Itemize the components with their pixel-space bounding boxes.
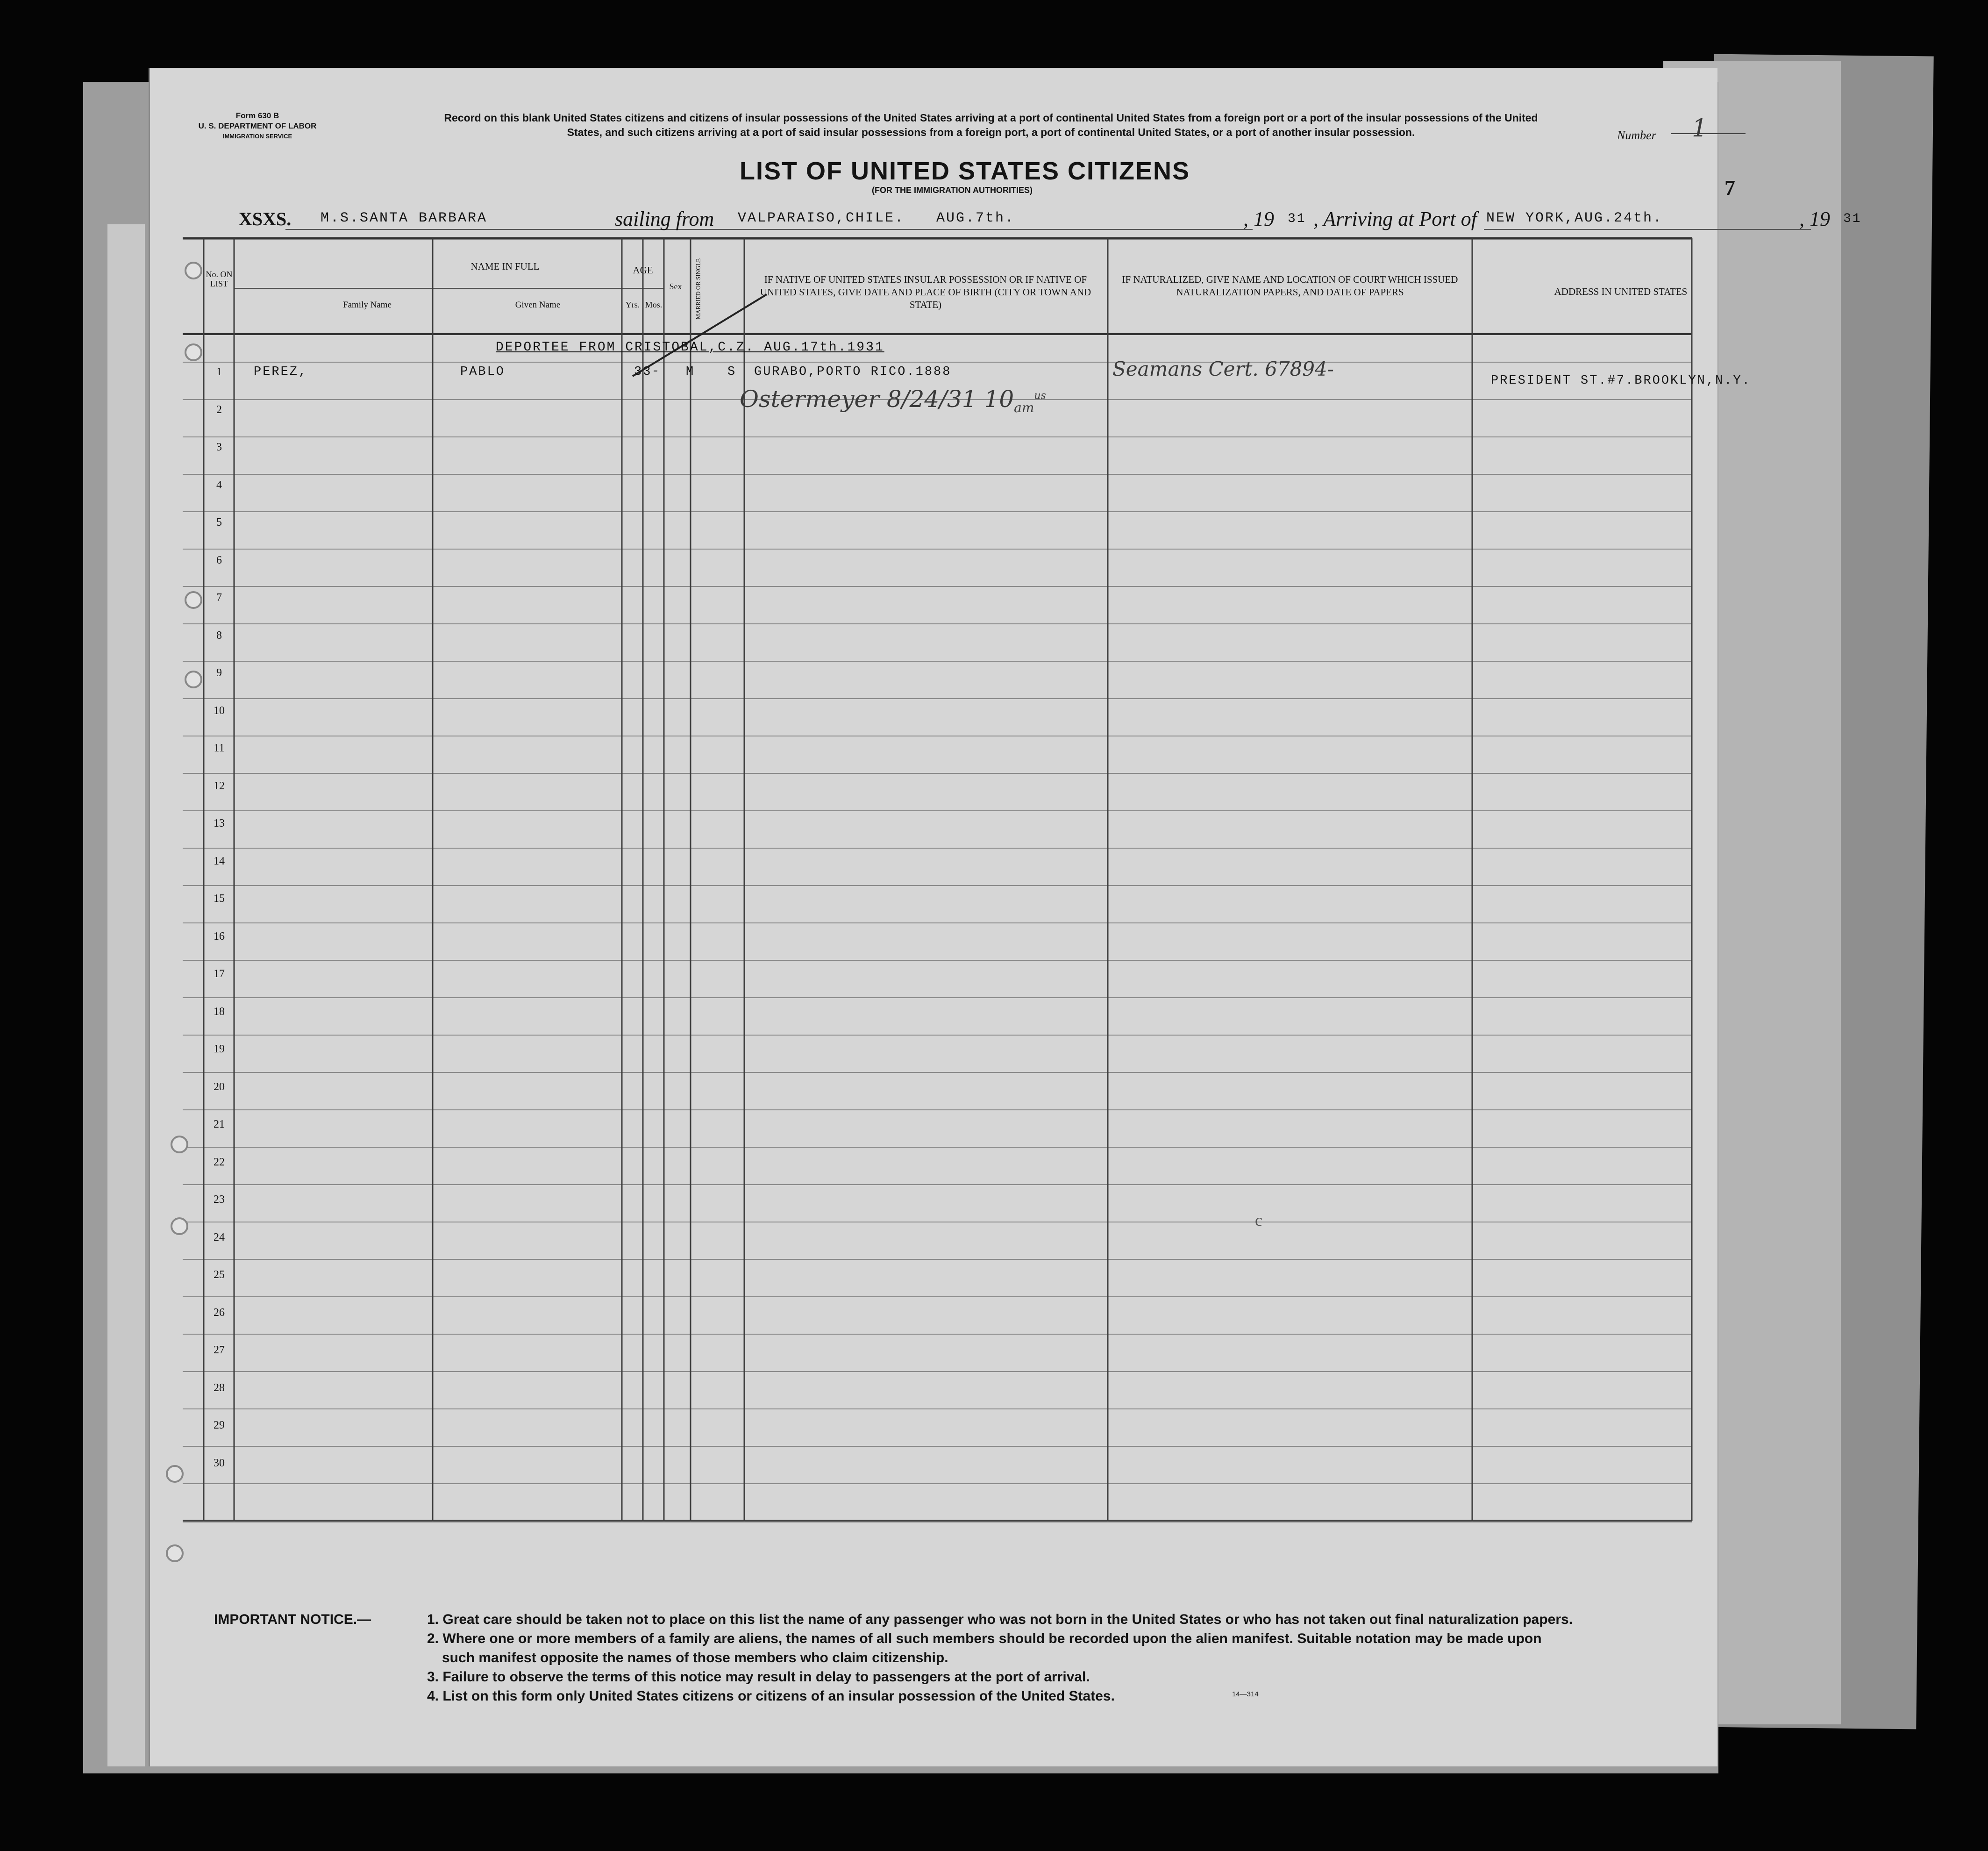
underlying-page-edge [107, 224, 145, 1766]
row-number: 7 [216, 592, 222, 604]
col-header-age: AGE [633, 264, 653, 276]
arrival-year-prefix: , 19 [1799, 207, 1830, 230]
col-header-family-name: Family Name [343, 300, 392, 310]
binding-hole [171, 1217, 188, 1235]
form-number: Form 630 B [235, 111, 279, 120]
row-number: 28 [214, 1381, 225, 1394]
address-cell: PRESIDENT ST.#7.BROOKLYN,N.Y. [1491, 374, 1751, 388]
service-name: IMMIGRATION SERVICE [222, 133, 292, 140]
row-number: 5 [216, 516, 222, 529]
row-number: 22 [214, 1156, 225, 1168]
binding-hole [185, 671, 202, 688]
row-number: 9 [216, 667, 222, 679]
row-number: 17 [214, 968, 225, 980]
annotation-text: Ostermeyer 8/24/31 10 [740, 386, 1014, 413]
row-number: 19 [214, 1043, 225, 1055]
row-number: 11 [214, 742, 225, 754]
row-number: 15 [214, 893, 225, 905]
row-number: 6 [216, 554, 222, 566]
col-header-yrs: Yrs. [625, 300, 640, 309]
arriving-label: , Arriving at Port of [1313, 207, 1477, 230]
col-header-name-in-full: NAME IN FULL [470, 261, 540, 272]
row-number: 3 [216, 441, 222, 453]
form-instructions: Record on this blank United States citizens and citizens of insular possessions of the United States arriving at a port of continental United States from a foreign port or a port of the insular possessions of the United States, and such citizens arriving at a port of said insular possessions from a foreign port, a port of continental United States, or a port of another insular possession. [444, 112, 1538, 138]
department-name: U. S. DEPARTMENT OF LABOR [198, 121, 317, 130]
row-number: 27 [214, 1344, 225, 1356]
col-header-address: ADDRESS IN UNITED STATES [1554, 286, 1688, 297]
stray-mark: c [1255, 1211, 1262, 1229]
row-number: 1 [216, 366, 222, 378]
birth-cell: GURABO,PORTO RICO.1888 [754, 365, 952, 379]
age-months-cell: - [653, 362, 658, 379]
depart-year-prefix: , 19 [1243, 207, 1274, 230]
depart-year-suffix: 31 [1288, 212, 1306, 226]
table-grid [150, 68, 1717, 1766]
binding-hole [166, 1465, 184, 1483]
row-number: 26 [214, 1306, 225, 1319]
handwritten-annotation [740, 386, 1046, 415]
form-print-code: 14—314 [1232, 1690, 1259, 1698]
row-number: 8 [216, 629, 222, 642]
row-number: 13 [214, 817, 225, 829]
binding-hole [166, 1544, 184, 1562]
row-number: 23 [214, 1194, 225, 1206]
col-header-naturalized: IF NATURALIZED, GIVE NAME AND LOCATION OF COURT WHICH ISSUED NATURALIZATION PAPERS, AND DATE OF PAPERS [1122, 274, 1458, 298]
col-header-married: MARRIED OR SINGLE [694, 258, 702, 320]
row-number: 10 [214, 704, 225, 717]
col-header-sex: Sex [669, 282, 682, 291]
manifest-page [149, 68, 1862, 1766]
arrival-year-suffix: 31 [1843, 212, 1862, 226]
binding-hole [185, 262, 202, 279]
annotation-am: am [1014, 400, 1034, 415]
notice-item-1: 1. Great care should be taken not to place on this list the name of any passenger who was not born in the United States or who has not taken out final naturalization papers. [427, 1612, 1573, 1627]
row-number: 16 [214, 930, 225, 943]
naturalization-cell: Seamans Cert. 67894- [1112, 357, 1334, 380]
col-header-given-name: Given Name [515, 300, 561, 310]
notice-item-2: 2. Where one or more members of a family are aliens, the names of all such members should be recorded upon the alien manifest. Suitable notation may be made upon [427, 1631, 1542, 1646]
row-number: 14 [214, 855, 225, 867]
number-label: Number [1617, 129, 1656, 142]
row-number: 30 [214, 1457, 225, 1469]
from-port: VALPARAISO,CHILE. [738, 210, 905, 226]
number-value: 1 [1692, 114, 1708, 143]
given-name-cell: PABLO [460, 365, 506, 379]
arrival-port-date: NEW YORK,AUG.24th. [1486, 210, 1663, 226]
family-name-cell: PEREZ, [254, 365, 308, 379]
col-header-mos: Mos. [645, 300, 663, 309]
annotation-us: us [1034, 390, 1046, 402]
notice-item-4: 4. List on this form only United States citizens or citizens of an insular possession of the United States. [427, 1688, 1115, 1704]
binding-hole [185, 591, 202, 609]
deportee-note: DEPORTEE FROM CRISTOBAL,C.Z. AUG.17th.1931 [496, 340, 884, 355]
page-title: LIST OF UNITED STATES CITIZENS [740, 157, 1190, 185]
notice-item-2-cont: such manifest opposite the names of those members who claim citizenship. [442, 1650, 948, 1665]
row-number: 24 [214, 1231, 225, 1244]
row-number: 21 [214, 1118, 225, 1130]
binding-hole [185, 343, 202, 361]
col-header-native: IF NATIVE OF UNITED STATES INSULAR POSSESSION OR IF NATIVE OF UNITED STATES, GIVE DATE AND PLACE OF BIRTH (CITY OR TOWN AND STATE) [760, 274, 1091, 310]
row-number: 12 [214, 779, 225, 792]
ss-label: XSXS. [239, 208, 292, 229]
row-number: 25 [214, 1269, 225, 1281]
row-number: 20 [214, 1080, 225, 1093]
row-number: 4 [216, 479, 222, 491]
row-number: 29 [214, 1419, 225, 1431]
col-header-no: No. ON LIST [206, 270, 233, 288]
sex-cell: M [686, 365, 695, 379]
row-number: 18 [214, 1005, 225, 1018]
notice-heading: IMPORTANT NOTICE.— [214, 1612, 371, 1627]
married-cell: S [727, 365, 737, 379]
sailing-from-label: sailing from [615, 207, 714, 230]
page-subtitle: (FOR THE IMMIGRATION AUTHORITIES) [872, 186, 1033, 195]
binding-hole [171, 1136, 188, 1153]
ship-name: M.S.SANTA BARBARA [321, 210, 488, 226]
depart-date: AUG.7th. [936, 210, 1015, 226]
age-years-cell: 33 [634, 365, 652, 379]
notice-item-3: 3. Failure to observe the terms of this notice may result in delay to passengers at the port of arrival. [427, 1669, 1090, 1685]
row-number: 2 [216, 403, 222, 416]
page-mark: 7 [1724, 176, 1735, 200]
